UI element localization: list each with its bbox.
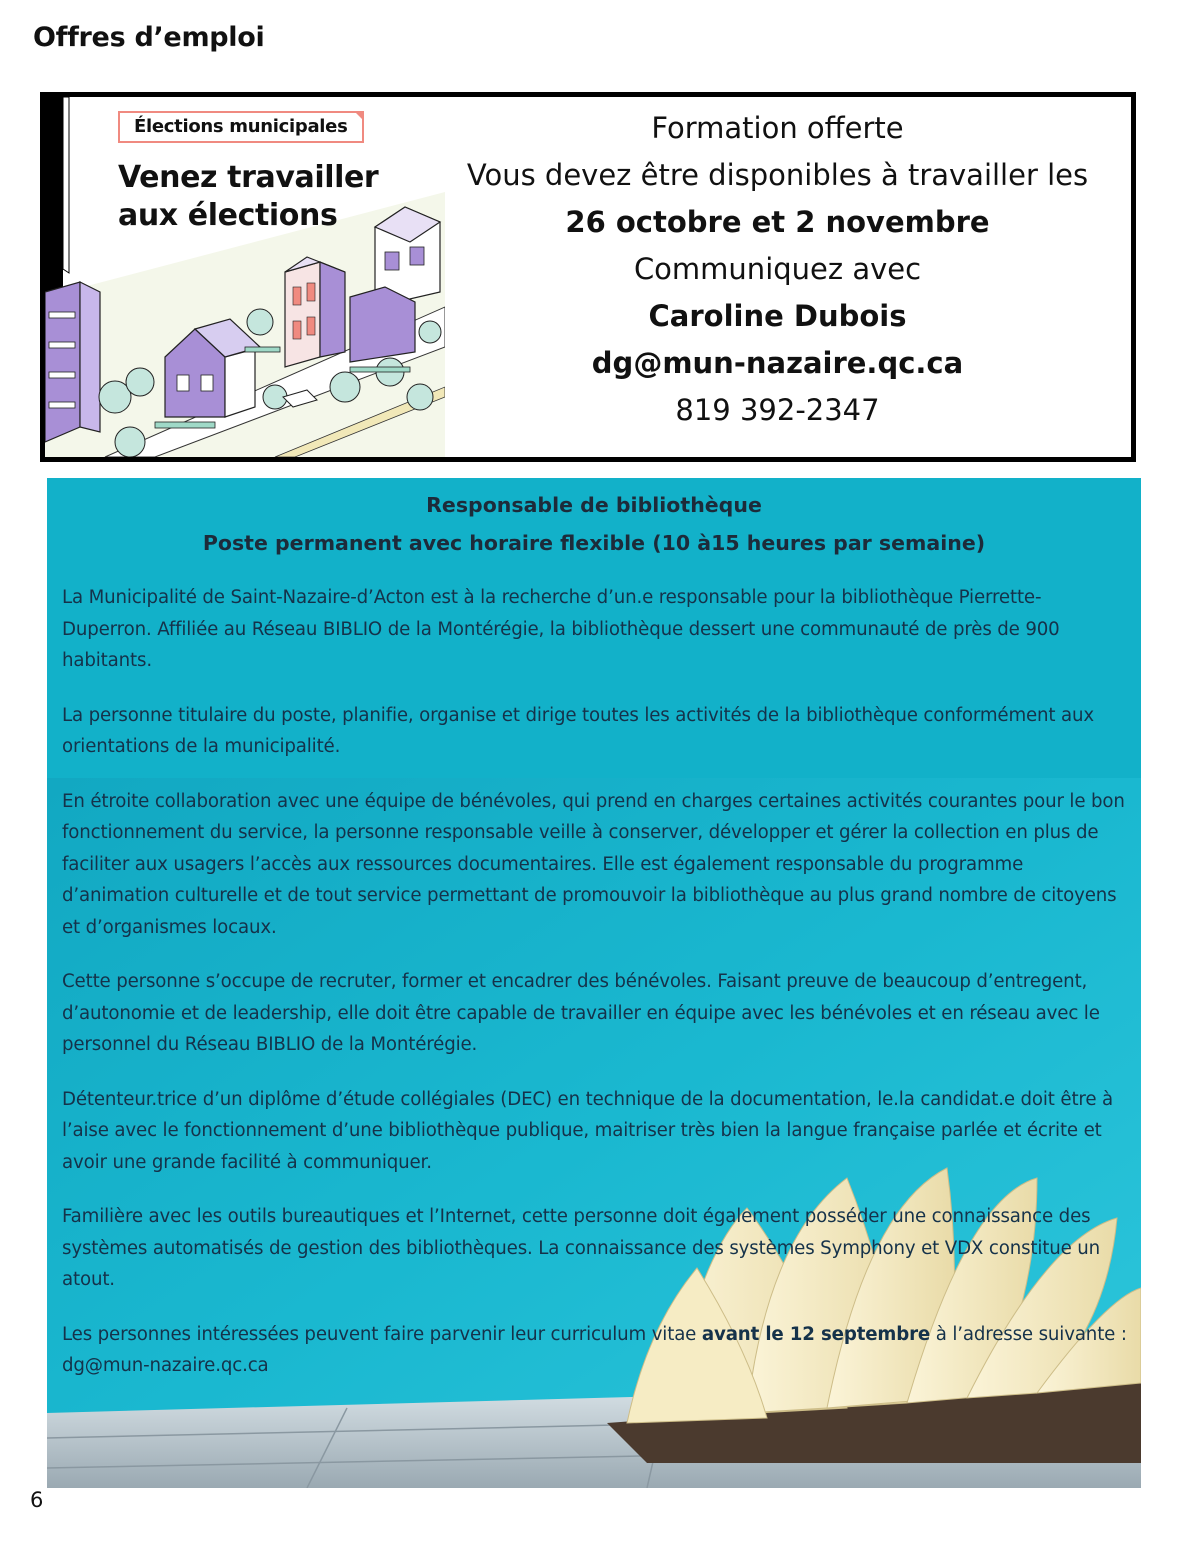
apply-text-end: à l’adresse suivante : dg@mun-nazaire.qc.ca (62, 1323, 1127, 1376)
apply-text-start: Les personnes intéressées peuvent faire parvenir leur curriculum vitae (62, 1323, 702, 1345)
job-title-line-2: Poste permanent avec horaire flexible (10 à15 heures par semaine) (202, 531, 986, 555)
job-paragraph-requirements: Détenteur.trice d’un diplôme d’étude collégiales (DEC) en technique de la documentation, le.la candidat.e doit être à l’aise avec le fonctionnement d’une bibliothèque publique, maitriser très bien la langue française parlée et écrite et avoir une grande facilité à communiquer. (62, 1088, 1114, 1173)
job-paragraph-volunteers: Cette personne s’occupe de recruter, former et encadrer des bénévoles. Faisant preuve de beaucoup d’entregent, d’autonomie et de leadership, elle doit être capable de travailler en équipe avec les bénévoles et en réseau avec le personnel du Réseau BIBLIO de la Montérégie. (62, 971, 1100, 1055)
election-headline (118, 159, 378, 235)
job-offer-panel (47, 478, 1141, 1488)
contact-prompt: Communiquez avec (633, 252, 922, 286)
job-title (47, 478, 1141, 562)
apply-deadline: avant le 12 septembre (701, 1323, 931, 1345)
job-paragraph-duties: En étroite collaboration avec une équipe de bénévoles, qui prend en charges certaines activités courantes pour le bon fonctionnement du service, la personne responsable veille à conserver, développer et gérer la collection en plus de faciliter aux usagers l’accès aux ressources documentaires. Elle est également responsable du programme d’animation culturelle et de tout service permettant de promouvoir la bibliothèque au plus grand nombre de citoyens et d’organismes locaux. (62, 790, 1125, 938)
election-dates: 26 octobre et 2 novembre (565, 205, 990, 239)
white-band-edge (63, 97, 69, 273)
election-headline-line-1: Venez travailler (118, 160, 379, 195)
job-paragraph-apply (47, 1319, 1141, 1382)
apartment-left (45, 282, 100, 442)
availability-text: Vous devez être disponibles à travailler les (466, 158, 1089, 192)
contact-name: Caroline Dubois (648, 299, 907, 333)
neighborhood-illustration (45, 97, 445, 457)
contact-email[interactable]: dg@mun-nazaire.qc.ca (591, 346, 964, 380)
job-paragraph-skills: Familière avec les outils bureautiques et l’Internet, cette personne doit également posséder une connaissance des systèmes automatisés de gestion des bibliothèques. La connaissance des systèmes Symphony et VDX constitue un atout. (62, 1206, 1101, 1290)
election-ad-box (40, 92, 1136, 462)
job-content (47, 478, 1141, 1382)
page-title: Offres d’emploi (33, 22, 265, 53)
job-title-line-1: Responsable de bibliothèque (426, 493, 762, 517)
election-tag: Élections municipales (118, 111, 364, 143)
job-paragraph-intro: La Municipalité de Saint-Nazaire-d’Acton est à la recherche d’un.e responsable pour la bibliothèque Pierrette-Duperron. Affiliée au Réseau BIBLIO de la Montérégie, la bibliothèque dessert une communauté de près de 900 habitants. (62, 587, 1060, 671)
tower-pink (285, 257, 345, 367)
page-number: 6 (30, 1488, 44, 1512)
black-band (45, 97, 63, 307)
training-offered-text: Formation offerte (651, 111, 904, 145)
election-info (450, 105, 1105, 434)
job-paragraph-role: La personne titulaire du poste, planifie, organise et dirige toutes les activités de la bibliothèque conformément aux orientations de la municipalité. (62, 704, 1095, 757)
contact-phone[interactable]: 819 392-2347 (675, 393, 880, 427)
election-headline-line-2: aux élections (118, 198, 338, 233)
